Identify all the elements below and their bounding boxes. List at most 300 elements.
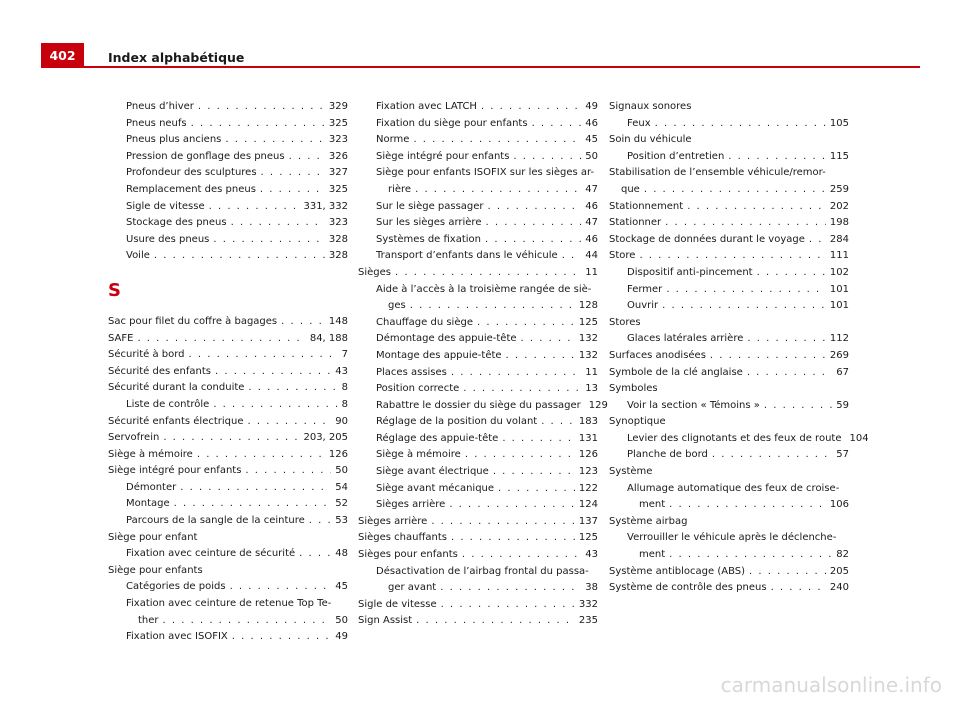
dot-leader [232, 629, 331, 646]
entry-term: Réglage des appuie-tête [376, 432, 499, 444]
entry-page: 46 [585, 117, 598, 129]
index-entry [609, 165, 849, 198]
entry-page: 49 [335, 631, 348, 643]
index-entry [609, 232, 849, 249]
entry-continuation [609, 182, 849, 199]
entry-page: 131 [578, 432, 598, 444]
dot-leader [449, 497, 575, 514]
entry-term: Symbole de la clé anglaise [609, 366, 743, 378]
entry-term: Store [609, 250, 636, 262]
dot-leader [562, 248, 582, 265]
entry-page: 82 [836, 549, 849, 561]
index-entry [358, 398, 608, 415]
index-entry [358, 481, 598, 498]
index-entry [358, 165, 598, 198]
entry-page: 50 [335, 614, 348, 626]
entry-page: 332 [578, 598, 598, 610]
entry-term: Sièges pour enfants [358, 549, 458, 561]
entry-page: 106 [829, 499, 849, 511]
page-title: Index alphabétique [108, 50, 245, 65]
dot-leader [191, 116, 325, 133]
entry-page: 8 [341, 398, 348, 410]
index-entry [108, 314, 348, 331]
dot-leader [666, 282, 826, 299]
entry-page: 47 [585, 183, 598, 195]
entry-term-continued: ger avant [388, 582, 437, 594]
entry-term: Pneus plus anciens [126, 134, 222, 146]
index-entry [609, 398, 849, 415]
dot-leader [498, 481, 575, 498]
dot-leader [213, 397, 337, 414]
entry-term: Systèmes de fixation [376, 233, 482, 245]
index-column-3 [609, 99, 869, 597]
entry-page: 101 [829, 283, 849, 295]
entry-page: 325 [328, 183, 348, 195]
entry-term: Stockage de données durant le voyage [609, 233, 805, 245]
entry-page: 105 [829, 117, 849, 129]
entry-term: Sac pour filet du coffre à bagages [108, 315, 278, 327]
index-entry [609, 116, 849, 133]
entry-term: Voile [126, 250, 150, 262]
index-heading: Siège pour enfants [108, 564, 203, 576]
entry-page: 50 [585, 150, 598, 162]
index-column-2 [358, 99, 608, 630]
entry-term: Profondeur des sculptures [126, 167, 257, 179]
entry-term: Feux [627, 117, 651, 129]
entry-term: Transport d’enfants dans le véhicule [376, 250, 558, 262]
dot-leader [669, 497, 826, 514]
index-entry [108, 331, 348, 348]
entry-term: Stockage des pneus [126, 217, 227, 229]
entry-page: 123 [578, 466, 598, 478]
entry-term: Fixation avec LATCH [376, 101, 477, 112]
header-rule [41, 66, 920, 68]
index-entry [358, 116, 598, 133]
entry-term: Démonter [126, 481, 177, 493]
entry-continuation [376, 182, 598, 199]
entry-page: 328 [328, 233, 348, 245]
dot-leader [669, 547, 832, 564]
entry-continuation [376, 580, 598, 597]
entry-page: 67 [836, 366, 849, 378]
entry-continuation [627, 497, 849, 514]
index-entry [108, 513, 348, 530]
index-entry [108, 182, 348, 199]
entry-page: 43 [585, 549, 598, 561]
entry-page: 183 [578, 416, 598, 428]
entry-page: 84, 188 [309, 332, 348, 344]
dot-leader [513, 149, 581, 166]
index-entry [358, 99, 598, 116]
entry-page: 46 [585, 200, 598, 212]
dot-leader [532, 116, 582, 133]
entry-term: Siège à mémoire [108, 448, 193, 460]
index-entry [358, 431, 598, 448]
entry-term: Siège avant mécanique [376, 482, 495, 494]
index-entry [358, 331, 598, 348]
entry-term: Stabilisation de l’ensemble véhicule/remor- [609, 167, 826, 179]
watermark: carmanualsonline.info [720, 673, 942, 697]
dot-leader [747, 331, 826, 348]
entry-page: 137 [578, 515, 598, 527]
entry-page: 57 [836, 449, 849, 461]
index-entry [108, 430, 348, 447]
dot-leader [477, 315, 575, 332]
dot-leader [465, 447, 575, 464]
dot-leader [749, 564, 826, 581]
section-letter: S [108, 279, 121, 301]
index-entry [358, 464, 598, 481]
dot-leader [502, 431, 575, 448]
entry-term: Désactivation de l’airbag frontal du passa- [376, 565, 589, 577]
index-entry [108, 199, 348, 216]
entry-term: Places assises [376, 366, 447, 378]
index-entry [609, 530, 849, 563]
entry-term: Dispositif anti-pincement [627, 266, 753, 278]
index-entry [358, 381, 598, 398]
index-entry [108, 380, 348, 397]
entry-page: 269 [829, 349, 849, 361]
index-entry [358, 497, 598, 514]
dot-leader [209, 199, 300, 216]
index-entry [609, 580, 849, 597]
entry-page: 240 [829, 582, 849, 594]
entry-term: Siège à mémoire [376, 449, 461, 461]
index-entry [108, 546, 348, 563]
entry-page: 132 [578, 333, 598, 345]
index-heading: Système [609, 466, 653, 478]
entry-term: Servofrein [108, 432, 160, 444]
entry-term: Sécurité enfants électrique [108, 415, 244, 427]
dot-leader [230, 579, 332, 596]
index-entry [609, 298, 849, 315]
entry-term: Démontage des appuie-tête [376, 333, 517, 345]
index-entry [358, 132, 598, 149]
entry-page: 102 [829, 266, 849, 278]
entry-page: 46 [585, 233, 598, 245]
index-entry [609, 348, 849, 365]
index-entry [358, 447, 598, 464]
entry-term: Siège intégré pour enfants [376, 150, 510, 162]
index-entry [358, 613, 598, 630]
entry-page: 203, 205 [303, 432, 348, 444]
entry-page: 11 [585, 266, 598, 278]
dot-leader [463, 381, 581, 398]
entry-term: Système de contrôle des pneus [609, 582, 767, 594]
entry-page: 323 [328, 217, 348, 229]
entry-term: Remplacement des pneus [126, 183, 256, 195]
index-entry [609, 265, 849, 282]
dot-leader [485, 215, 581, 232]
entry-page: 45 [335, 581, 348, 593]
dot-leader [261, 165, 325, 182]
entry-term: Stationner [609, 217, 662, 229]
entry-term: Aide à l’accès à la troisième rangée de siè- [376, 283, 592, 295]
entry-page: 259 [829, 183, 849, 195]
entry-term: Montage des appuie-tête [376, 349, 502, 361]
entry-page: 323 [328, 134, 348, 146]
index-entry [609, 215, 849, 232]
dot-leader [197, 447, 325, 464]
index-entry [108, 99, 348, 116]
index-entry [108, 629, 348, 646]
entry-page: 128 [578, 300, 598, 312]
index-entry [609, 447, 849, 464]
entry-term-continued: ment [639, 499, 666, 511]
index-entry [108, 248, 348, 265]
dot-leader [485, 232, 581, 249]
index-entry [358, 215, 598, 232]
index-entry [358, 348, 598, 365]
entry-term: Planche de bord [627, 449, 708, 461]
index-entry [108, 116, 348, 133]
dot-leader [416, 613, 575, 630]
entry-page: 126 [328, 448, 348, 460]
entry-term: Pression de gonflage des pneus [126, 150, 285, 162]
entry-term: Position d’entretien [627, 150, 725, 162]
index-entry [609, 365, 849, 382]
entry-term: Fermer [627, 283, 663, 295]
index-entry [108, 364, 348, 381]
dot-leader [289, 149, 325, 166]
entry-term: Sigle de vitesse [358, 598, 437, 610]
entry-term-continued: rière [388, 183, 412, 195]
dot-leader [260, 182, 325, 199]
index-entry [108, 215, 348, 232]
entry-page: 53 [335, 515, 348, 527]
dot-leader [309, 513, 331, 530]
index-entry [358, 530, 598, 547]
index-entry [358, 514, 598, 531]
entry-page: 132 [578, 349, 598, 361]
index-entry [358, 315, 598, 332]
index-entry [358, 199, 598, 216]
dot-leader [245, 463, 331, 480]
index-entry [108, 596, 348, 629]
dot-leader [189, 347, 338, 364]
entry-term-continued: ges [388, 300, 406, 312]
entry-page: 329 [328, 101, 348, 112]
entry-page: 328 [328, 250, 348, 262]
index-entry [358, 248, 598, 265]
entry-term: Système antiblocage (ABS) [609, 565, 746, 577]
dot-leader [248, 414, 332, 431]
index-entry [108, 414, 348, 431]
dot-leader [174, 496, 332, 513]
entry-term: Sièges [358, 266, 391, 278]
index-entry [358, 149, 598, 166]
index-entry [609, 431, 869, 448]
index-heading: Siège pour enfant [108, 531, 198, 543]
entry-page: 59 [836, 399, 849, 411]
entry-term: Usure des pneus [126, 233, 210, 245]
index-entry [108, 165, 348, 182]
index-entry [358, 265, 598, 282]
index-column-1 [108, 99, 348, 646]
dot-leader [440, 580, 581, 597]
entry-term: SAFE [108, 332, 134, 344]
dot-leader [231, 215, 325, 232]
dot-leader [662, 298, 826, 315]
entry-page: 129 [588, 399, 608, 411]
entry-page: 205 [829, 565, 849, 577]
dot-leader [639, 248, 825, 265]
dot-leader [163, 430, 299, 447]
index-entry [609, 564, 849, 581]
entry-term: Sièges arrière [376, 499, 446, 511]
dot-leader [757, 265, 826, 282]
entry-page: 8 [341, 382, 348, 394]
index-entry [609, 331, 849, 348]
entry-term: Sécurité durant la conduite [108, 382, 245, 394]
entry-page: 125 [578, 532, 598, 544]
entry-term: Glaces latérales arrière [627, 333, 744, 345]
index-heading: Système airbag [609, 515, 688, 527]
entry-page: 7 [341, 349, 348, 361]
entry-term: Fixation avec ceinture de retenue Top Te- [126, 598, 332, 610]
entry-continuation [126, 613, 348, 630]
dot-leader [248, 380, 337, 397]
entry-page: 54 [335, 481, 348, 493]
entry-term: Siège avant électrique [376, 466, 489, 478]
dot-leader [712, 447, 832, 464]
dot-leader [225, 132, 325, 149]
dot-leader [655, 116, 826, 133]
index-entry [358, 564, 598, 597]
entry-term: Stationnement [609, 200, 684, 212]
dot-leader [462, 547, 581, 564]
index-entry [108, 132, 348, 149]
dot-leader [431, 514, 575, 531]
dot-leader [481, 99, 581, 116]
index-heading: Signaux sonores [609, 101, 692, 112]
index-entry [609, 282, 849, 299]
index-entry [108, 397, 348, 414]
dot-leader [281, 314, 325, 331]
index-entry [108, 347, 348, 364]
entry-page: 38 [585, 582, 598, 594]
entry-continuation [627, 547, 849, 564]
entry-page: 198 [829, 217, 849, 229]
entry-term: Verrouiller le véhicule après le déclenche- [627, 532, 837, 544]
index-entry [108, 232, 348, 249]
dot-leader [728, 149, 826, 166]
dot-leader [410, 298, 575, 315]
dot-leader [213, 232, 325, 249]
entry-page: 115 [829, 150, 849, 162]
entry-term: Voir la section « Témoins » [627, 399, 760, 411]
entry-term: Sièges arrière [358, 515, 428, 527]
dot-leader [644, 182, 826, 199]
entry-page: 49 [585, 101, 598, 112]
page-number: 402 [41, 43, 84, 68]
entry-page: 43 [335, 365, 348, 377]
entry-term: Sigle de vitesse [126, 200, 205, 212]
entry-term: Fixation avec ISOFIX [126, 631, 228, 643]
entry-term: Ouvrir [627, 300, 659, 312]
entry-term: Sur le siège passager [376, 200, 484, 212]
entry-page: 327 [328, 167, 348, 179]
entry-term: Sécurité des enfants [108, 365, 211, 377]
index-heading: Symboles [609, 383, 658, 395]
index-entry [108, 579, 348, 596]
entry-page: 48 [335, 548, 348, 560]
index-entry [108, 447, 348, 464]
entry-page: 202 [829, 200, 849, 212]
entry-page: 47 [585, 217, 598, 229]
dot-leader [415, 182, 581, 199]
entry-term: Allumage automatique des feux de croise- [627, 482, 840, 494]
entry-term-continued: que [621, 183, 640, 195]
index-entry [609, 199, 849, 216]
dot-leader [687, 199, 826, 216]
entry-page: 326 [328, 150, 348, 162]
dot-leader [163, 613, 332, 630]
dot-leader [451, 365, 581, 382]
dot-leader [521, 331, 575, 348]
index-entry [358, 597, 598, 614]
entry-page: 13 [585, 383, 598, 395]
dot-leader [441, 597, 575, 614]
dot-leader [451, 530, 575, 547]
entry-page: 124 [578, 499, 598, 511]
dot-leader [198, 99, 325, 116]
dot-leader [809, 232, 826, 249]
entry-term: Pneus neufs [126, 117, 187, 129]
dot-leader [771, 580, 826, 597]
entry-term: Sur les sièges arrière [376, 217, 482, 229]
dot-leader [493, 464, 575, 481]
dot-leader [154, 248, 325, 265]
entry-page: 111 [829, 250, 849, 262]
entry-term: Pneus d’hiver [126, 101, 194, 112]
index-heading: Stores [609, 316, 641, 328]
page-header [0, 0, 960, 70]
index-entry [609, 248, 849, 265]
dot-leader [488, 199, 582, 216]
entry-page: 325 [328, 117, 348, 129]
entry-term: Position correcte [376, 383, 460, 395]
entry-term-continued: ment [639, 549, 666, 561]
dot-leader [299, 546, 331, 563]
entry-term: Rabattre le dossier du siège du passager [376, 399, 581, 411]
entry-term-continued: ther [138, 614, 159, 626]
entry-term: Montage [126, 498, 170, 510]
dot-leader [215, 364, 331, 381]
entry-page: 148 [328, 315, 348, 327]
entry-term: Surfaces anodisées [609, 349, 706, 361]
dot-leader [395, 265, 581, 282]
entry-term: Fixation du siège pour enfants [376, 117, 528, 129]
entry-term: Sièges chauffants [358, 532, 447, 544]
entry-page: 11 [585, 366, 598, 378]
entry-term: Chauffage du siège [376, 316, 473, 328]
index-entry [609, 481, 849, 514]
dot-leader [665, 215, 826, 232]
index-entry [358, 282, 598, 315]
entry-page: 284 [829, 233, 849, 245]
index-heading: Soin du véhicule [609, 134, 692, 146]
entry-page: 45 [585, 134, 598, 146]
index-entry [358, 414, 598, 431]
entry-page: 112 [829, 333, 849, 345]
entry-page: 50 [335, 465, 348, 477]
entry-term: Siège pour enfants ISOFIX sur les sièges ar- [376, 167, 595, 179]
entry-page: 44 [585, 250, 598, 262]
dot-leader [413, 132, 581, 149]
entry-term: Sécurité à bord [108, 349, 185, 361]
entry-page: 235 [578, 615, 598, 627]
